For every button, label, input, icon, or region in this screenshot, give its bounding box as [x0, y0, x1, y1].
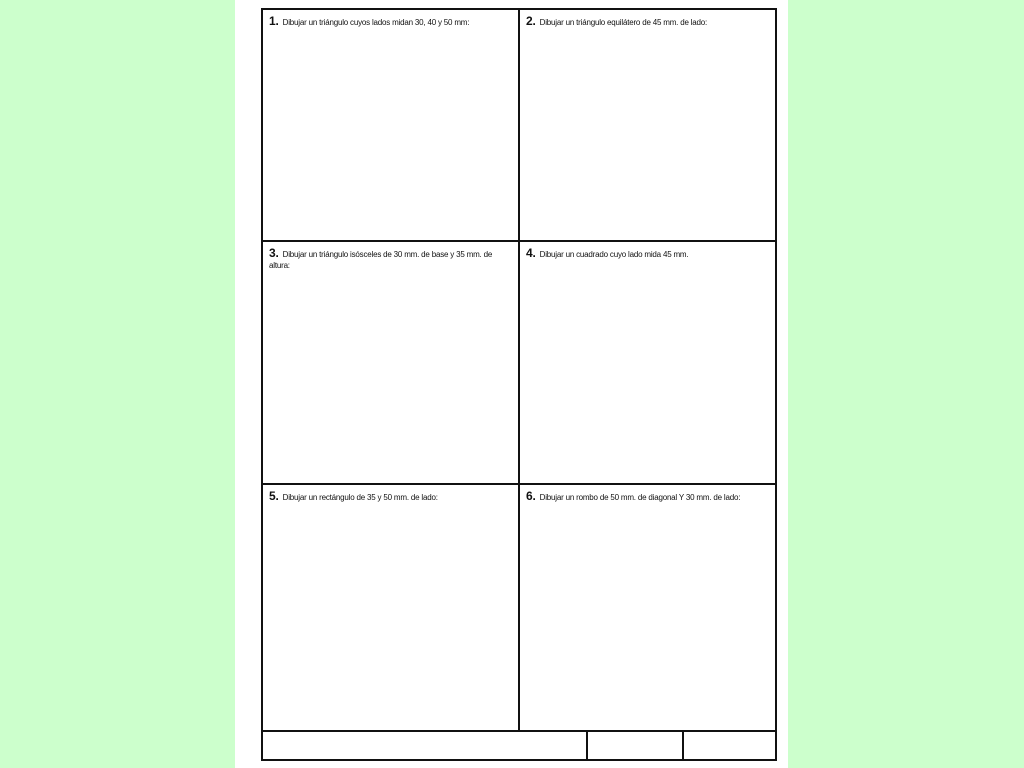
exercise-grid	[261, 8, 777, 732]
exercise-box-1	[263, 10, 520, 242]
exercise-2-text: Dibujar un triángulo equilátero de 45 mm. de lado:	[539, 18, 708, 27]
exercise-5-prompt	[269, 491, 512, 503]
title-block-name-field	[263, 732, 588, 759]
exercise-4-number: 4.	[526, 246, 536, 260]
exercise-2-number: 2.	[526, 14, 536, 28]
exercise-6-text: Dibujar un rombo de 50 mm. de diagonal Y 30 mm. de lado:	[539, 493, 741, 502]
exercise-2-prompt	[526, 16, 771, 28]
exercise-3-prompt	[269, 248, 512, 271]
exercise-box-2	[520, 10, 777, 242]
exercise-box-4	[520, 242, 777, 485]
exercise-1-prompt	[269, 16, 512, 28]
title-block-middle-field	[588, 732, 684, 759]
exercise-6-number: 6.	[526, 489, 536, 503]
exercise-4-prompt	[526, 248, 771, 260]
exercise-6-prompt	[526, 491, 771, 503]
exercise-box-5	[263, 485, 520, 730]
exercise-4-text: Dibujar un cuadrado cuyo lado mida 45 mm.	[539, 250, 689, 259]
exercise-5-number: 5.	[269, 489, 279, 503]
exercise-1-text: Dibujar un triángulo cuyos lados midan 30, 40 y 50 mm:	[282, 18, 470, 27]
exercise-box-3	[263, 242, 520, 485]
worksheet-page	[235, 0, 788, 768]
exercise-5-text: Dibujar un rectángulo de 35 y 50 mm. de lado:	[282, 493, 438, 502]
exercise-3-text: Dibujar un triángulo isósceles de 30 mm. de base y 35 mm. de altura:	[269, 250, 493, 270]
title-block	[261, 732, 777, 761]
exercise-1-number: 1.	[269, 14, 279, 28]
title-block-right-field	[684, 732, 775, 759]
exercise-3-number: 3.	[269, 246, 279, 260]
exercise-box-6	[520, 485, 777, 730]
